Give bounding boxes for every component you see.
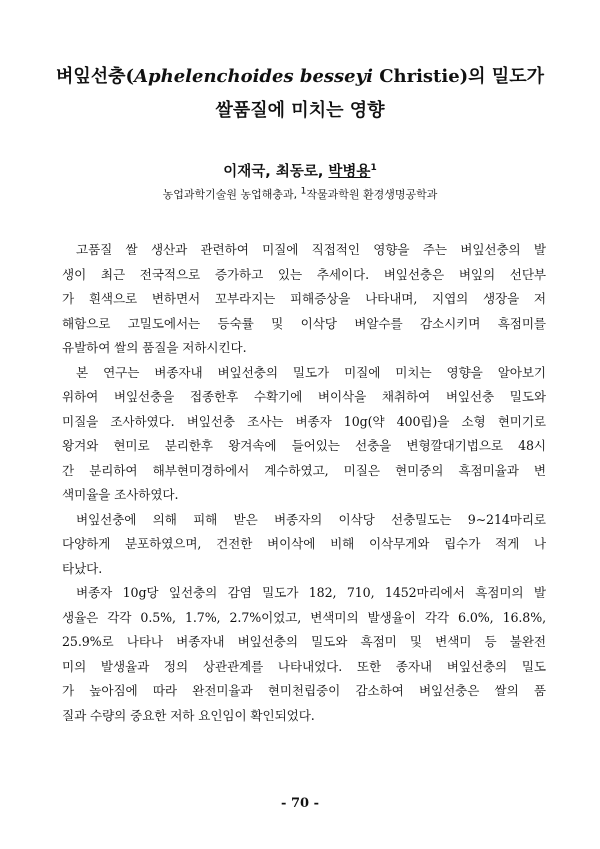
title-prefix: 벼잎선충(	[55, 66, 135, 87]
body-line: 벼종자 10g당 잎선충의 감염 밀도가 182, 710, 1452마리에서 흑점미의 발	[76, 585, 546, 600]
author-list	[0, 160, 600, 181]
authors-main: 이재국, 최동로,	[223, 164, 329, 180]
body-line: 왕겨와 현미로 분리한후 왕겨속에 들어있는 선충을 변형깔대기법으로 48시	[62, 438, 546, 453]
body-line: 가 흰색으로 변하면서 꼬부라지는 피해증상을 나타내며, 지엽의 생장을 저	[62, 291, 546, 306]
paper-title-line2: 쌀품질에 미치는 영향	[215, 100, 385, 121]
author-affiliation-mark: 1	[370, 163, 377, 174]
title-suffix: Christie)의 밀도가	[372, 66, 544, 87]
paper-title-line1	[0, 62, 600, 88]
abstract-body	[62, 238, 546, 728]
body-line: 미질을 조사하였다. 벼잎선충 조사는 벼종자 10g(약 400립)을 소형 현미기로	[62, 413, 546, 429]
body-line: 고품질 쌀 생산과 관련하여 미질에 직접적인 영향을 주는 벼잎선충의 발	[76, 242, 546, 257]
affiliation-line	[0, 186, 600, 202]
corresponding-author: 박병용	[328, 164, 371, 180]
affiliation-mark: 1	[300, 186, 307, 197]
scientific-name: Aphelenchoides besseyi	[134, 66, 373, 87]
body-line: 생율은 각각 0.5%, 1.7%, 2.7%이었고, 변색미의 발생율이 각각 6.0%, 16.8%,	[62, 609, 546, 625]
body-line: 타났다.	[62, 560, 103, 576]
body-line: 간 분리하여 해부현미경하에서 계수하였고, 미질은 현미중의 흑점미율과 변	[62, 462, 546, 478]
body-line: 생이 최근 전국적으로 증가하고 있는 추세이다. 벼잎선충은 벼잎의 선단부	[62, 266, 546, 282]
body-line: 벼잎선충에 의해 피해 받은 벼종자의 이삭당 선충밀도는 9∼214마리로	[76, 511, 546, 527]
affiliation-2: 작물과학원 환경생명공학과	[306, 188, 438, 201]
body-line: 본 연구는 벼종자내 벼잎선충의 밀도가 미질에 미치는 영향을 알아보기	[76, 364, 546, 380]
body-line: 질과 수량의 중요한 저하 요인임이 확인되었다.	[62, 707, 315, 723]
body-line: 위하여 벼잎선충을 접종한후 수확기에 벼이삭을 채취하여 벼잎선충 밀도와	[62, 389, 546, 404]
body-line: 색미율을 조사하였다.	[62, 487, 179, 502]
page-number: - 70 -	[281, 796, 319, 811]
body-line: 25.9%로 나타나 벼종자내 벼잎선충의 밀도와 흑점미 및 변색미 등 불완전	[62, 634, 546, 649]
body-line: 다양하게 분포하였으며, 건전한 벼이삭에 비해 이삭무게와 립수가 적게 나	[62, 536, 546, 551]
body-line: 유발하여 쌀의 품질을 저하시킨다.	[62, 340, 247, 355]
body-line: 해함으로 고밀도에서는 등숙률 및 이삭당 벼알수를 감소시키며 흑점미를	[62, 315, 546, 331]
body-line: 가 높아짐에 따라 완전미율과 현미천립중이 감소하여 벼잎선충은 쌀의 품	[62, 683, 546, 698]
body-line: 미의 발생율과 정의 상관관계를 나타내었다. 또한 종자내 벼잎선충의 밀도	[62, 658, 546, 674]
affiliation-1: 농업과학기술원 농업해충과,	[162, 188, 301, 201]
